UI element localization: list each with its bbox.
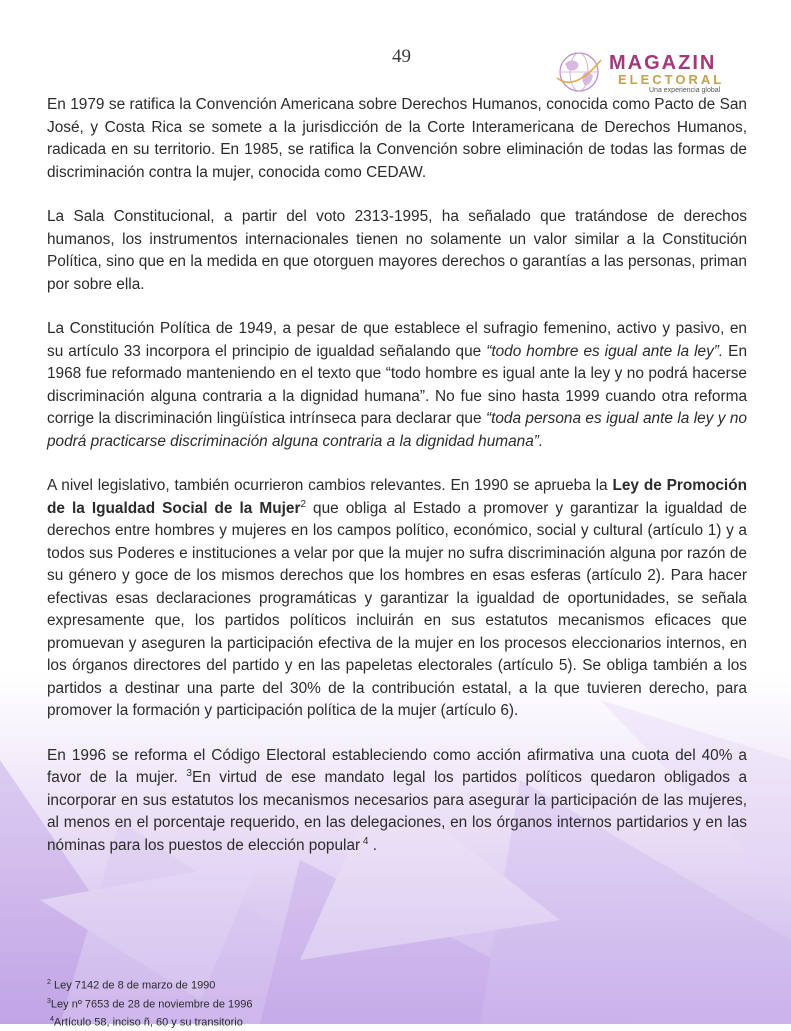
paragraph-4 xyxy=(47,475,747,723)
footnote-4 xyxy=(47,1012,252,1031)
paragraph-5-text-a: En 1996 se reforma el Código Electoral estableciendo como acción afirmativa una cuota del 40% a favor de la mujer. xyxy=(47,746,747,786)
article-body xyxy=(47,94,747,879)
footnote-mark: 4 xyxy=(50,1016,54,1024)
logo-brand-text: MAGAZIN xyxy=(609,52,717,74)
paragraph-1: En 1979 se ratifica la Convención Americana sobre Derechos Humanos, conocida como Pacto de San José, y Costa Rica se somete a la jurisdicción de la Corte Interamericana de Derechos Humanos, radicada en su territorio. En 1985, se ratifica la Convención sobre eliminación de todas las formas de discriminación contra la mujer, conocida como CEDAW. xyxy=(47,96,747,181)
quote-2: “toda persona es igual ante la ley y no podrá practicarse discriminación alguna contraria a la dignidad humana”. xyxy=(47,410,747,450)
footnote-mark: 2 xyxy=(47,979,51,986)
logo-tagline: Una experiencia global xyxy=(649,87,721,94)
paragraph-5-text-b: En virtud de ese mandato legal los partidos políticos quedaron obligados a incorporar en sus estatutos los mecanismos necesarios para asegurar la participación de las mujeres, al menos en el porcentaje requerido, en las delegaciones, en los órganos internos partidarios y en las nóminas para los puestos de elección popular xyxy=(47,769,748,854)
page-number: 49 xyxy=(392,46,411,67)
footnote-text: Ley nº 7653 de 28 de noviembre de 1996 xyxy=(50,998,253,1011)
footnote-text: Ley 7142 de 8 de marzo de 1990 xyxy=(50,979,216,992)
footnote-3 xyxy=(47,994,252,1013)
footnote-text: Artículo 58, inciso ñ, 60 y su transitorio xyxy=(53,1016,243,1029)
footnote-mark: 3 xyxy=(47,997,51,1005)
paragraph-5-text-c: . xyxy=(368,836,378,854)
paragraph-5 xyxy=(47,745,747,858)
footnote-2 xyxy=(47,975,252,994)
paragraph-4-text-a: A nivel legislativo, también ocurrieron cambios relevantes. En 1990 se aprueba la xyxy=(47,477,613,494)
footnote-ref-4: 4 xyxy=(360,835,369,847)
footnotes xyxy=(47,975,252,1031)
paragraph-2: La Sala Constitucional, a partir del voto 2313-1995, ha señalado que tratándose de derechos humanos, los instrumentos internacionales tienen no solamente un valor similar a la Constitución Política, sino que en la medida en que otorguen mayores derechos o garantías a las personas, priman por sobre ella. xyxy=(47,208,747,293)
paragraph-3 xyxy=(47,318,747,453)
law-title: Ley de Promoción de la Igualdad Social de la Mujer xyxy=(47,477,747,517)
paragraph-3-text-a: La Constitución Política de 1949, a pesar de que establece el sufragio femenino, activo y pasivo, en su artículo 33 incorpora el principio de igualdad señalando que xyxy=(47,320,747,360)
paragraph-4-text-c: que obliga al Estado a promover y garantizar la igualdad de derechos entre hombres y mujeres en los campos político, económico, social y cultural (artículo 1) y a todos sus Poderes e instituciones a velar por que la mujer no sufra discriminación alguna por razón de su género y goce de los mismos derechos que los hombres en esas esferas (artículo 2). Para hacer efectivas esas declaraciones programáticas y garantizar la igualdad de oportunidades, se señala expresamente que, los partidos políticos incluirán en sus estatutos mecanismos eficaces que promuevan y aseguren la participación efectiva de la mujer en los procesos eleccionarios internos, en los órganos directores del partido y en las papeletas electorales (artículo 5). Se obliga también a los partidos a destinar una parte del 30% de la contribución estatal, a la que tuvieren derecho, para promover la formación y participación política de la mujer (artículo 6). xyxy=(47,499,747,719)
footnote-ref-3: 3 xyxy=(186,767,192,779)
footnote-ref-2: 2 xyxy=(300,498,306,510)
logo-sub-text: ELECTORAL xyxy=(618,72,725,87)
paragraph-3-text-c: En 1968 fue reformado manteniendo en el texto que “todo hombre es igual ante la ley y no podrá hacerse discriminación alguna contraria a la dignidad humana”. No fue sino hasta 1999 cuando otra reforma corrige la discriminación lingüística intrínseca para declarar que xyxy=(47,342,747,427)
quote-1: “todo hombre es igual ante la ley”. xyxy=(486,342,724,360)
globe-icon xyxy=(555,48,607,96)
magazine-logo xyxy=(555,48,735,98)
